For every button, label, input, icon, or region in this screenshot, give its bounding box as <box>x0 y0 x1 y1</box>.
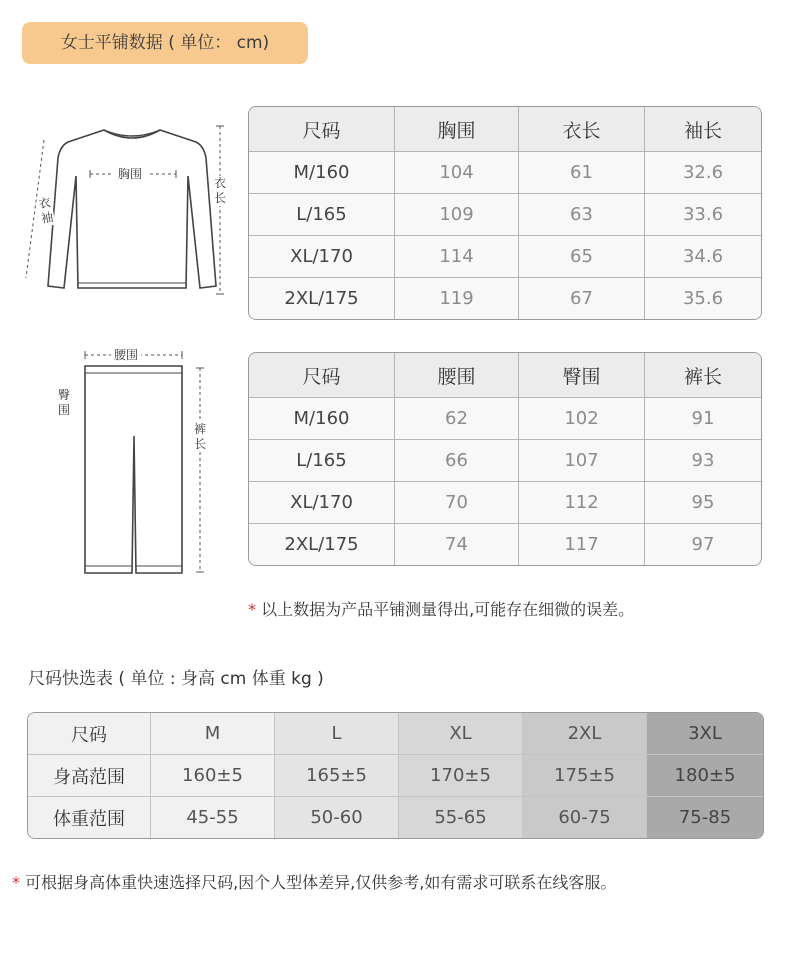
guidance-note <box>12 870 616 893</box>
header-cell: 胸围 <box>395 107 519 152</box>
size-cell: 2XL/175 <box>249 278 395 319</box>
height-range-cell: 180±5 <box>647 755 763 797</box>
value-cell: 66 <box>395 440 519 482</box>
height-range-cell: 160±5 <box>151 755 275 797</box>
measurement-note <box>248 597 634 620</box>
quick-table-title: 尺码快选表 ( 单位 : 身高 cm 体重 kg ) <box>28 669 324 689</box>
header-cell: 裤长 <box>645 353 761 398</box>
header-cell: 袖长 <box>645 107 761 152</box>
height-range-cell: 165±5 <box>275 755 399 797</box>
value-cell: 35.6 <box>645 278 761 319</box>
value-cell: 112 <box>519 482 645 524</box>
pants-size-table <box>248 352 762 566</box>
row-label-cell: 尺码 <box>28 713 151 755</box>
table-row <box>249 194 761 236</box>
value-cell: 117 <box>519 524 645 565</box>
size-cell: XL <box>399 713 523 755</box>
value-cell: 70 <box>395 482 519 524</box>
header-cell: 尺码 <box>249 353 395 398</box>
table-row <box>249 524 761 565</box>
value-cell: 102 <box>519 398 645 440</box>
table-header-row <box>249 353 761 398</box>
size-cell: 2XL <box>523 713 647 755</box>
height-range-cell: 175±5 <box>523 755 647 797</box>
value-cell: 114 <box>395 236 519 278</box>
pants-length-label: 裤长 <box>193 422 206 451</box>
table-row <box>249 398 761 440</box>
sleeve-label: 衣袖 <box>37 195 55 226</box>
header-cell: 衣长 <box>519 107 645 152</box>
value-cell: 32.6 <box>645 152 761 194</box>
size-cell: L/165 <box>249 440 395 482</box>
weight-range-cell: 50-60 <box>275 797 399 838</box>
asterisk: * <box>248 600 256 619</box>
guidance-note-text: 可根据身高体重快速选择尺码,因个人型体差异,仅供参考,如有需求可联系在线客服。 <box>20 873 617 892</box>
weight-range-cell: 45-55 <box>151 797 275 838</box>
size-cell: 2XL/175 <box>249 524 395 565</box>
value-cell: 119 <box>395 278 519 319</box>
value-cell: 33.6 <box>645 194 761 236</box>
value-cell: 67 <box>519 278 645 319</box>
quick-size-table <box>27 712 764 839</box>
table-row <box>28 797 763 838</box>
value-cell: 109 <box>395 194 519 236</box>
size-cell: L <box>275 713 399 755</box>
table-row <box>249 278 761 319</box>
value-cell: 62 <box>395 398 519 440</box>
top-garment-diagram <box>20 118 240 303</box>
header-cell: 腰围 <box>395 353 519 398</box>
table-row <box>249 236 761 278</box>
size-cell: XL/170 <box>249 482 395 524</box>
hip-label: 臀围 <box>57 388 70 417</box>
value-cell: 65 <box>519 236 645 278</box>
waist-label: 腰围 <box>111 346 141 363</box>
weight-range-cell: 55-65 <box>399 797 523 838</box>
height-range-cell: 170±5 <box>399 755 523 797</box>
row-label-cell: 身高范围 <box>28 755 151 797</box>
table-row <box>249 440 761 482</box>
size-cell: L/165 <box>249 194 395 236</box>
weight-range-cell: 75-85 <box>647 797 763 838</box>
measurement-note-text: 以上数据为产品平铺测量得出,可能存在细微的误差。 <box>256 600 635 619</box>
value-cell: 61 <box>519 152 645 194</box>
size-cell: M/160 <box>249 398 395 440</box>
pants-illustration <box>50 340 220 580</box>
value-cell: 107 <box>519 440 645 482</box>
table-row <box>28 755 763 797</box>
value-cell: 34.6 <box>645 236 761 278</box>
size-cell: M <box>151 713 275 755</box>
asterisk: * <box>12 873 20 892</box>
top-size-table <box>248 106 762 320</box>
table-row <box>249 152 761 194</box>
header-cell: 臀围 <box>519 353 645 398</box>
table-row <box>249 482 761 524</box>
pants-diagram <box>50 340 220 580</box>
value-cell: 91 <box>645 398 761 440</box>
value-cell: 104 <box>395 152 519 194</box>
size-cell: XL/170 <box>249 236 395 278</box>
size-cell: 3XL <box>647 713 763 755</box>
chest-label: 胸围 <box>115 165 145 182</box>
weight-range-cell: 60-75 <box>523 797 647 838</box>
table-header-row <box>249 107 761 152</box>
value-cell: 63 <box>519 194 645 236</box>
row-label-cell: 体重范围 <box>28 797 151 838</box>
value-cell: 97 <box>645 524 761 565</box>
value-cell: 93 <box>645 440 761 482</box>
value-cell: 74 <box>395 524 519 565</box>
value-cell: 95 <box>645 482 761 524</box>
length-label: 衣长 <box>213 176 226 205</box>
table-row <box>28 713 763 755</box>
header-cell: 尺码 <box>249 107 395 152</box>
size-cell: M/160 <box>249 152 395 194</box>
section-badge: 女士平铺数据 ( 单位： cm) <box>22 22 308 64</box>
